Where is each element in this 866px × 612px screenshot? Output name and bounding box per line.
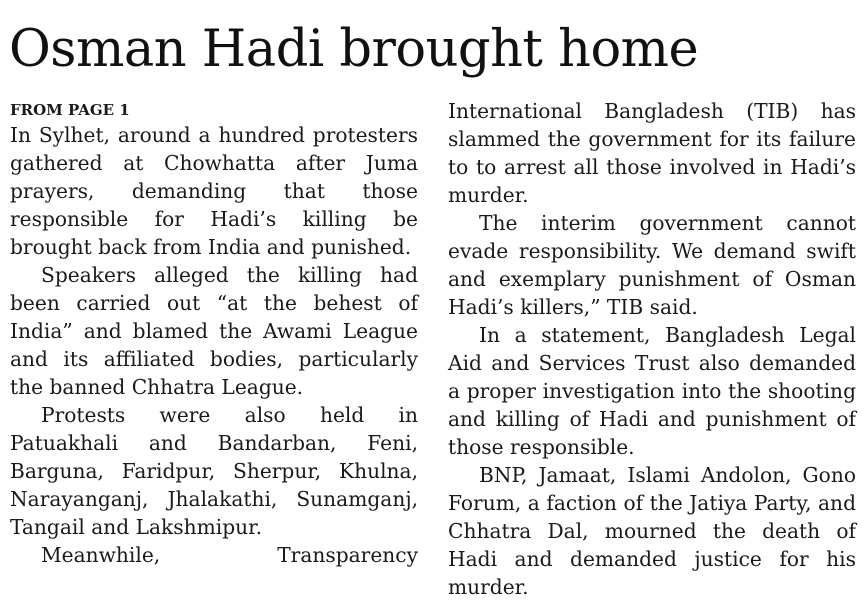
paragraph: In Sylhet, around a hundred protesters gathered at Chowhatta after Juma prayers, demanding that those responsible for Hadi’s killing be brought back from India and punished. bbox=[10, 123, 418, 259]
paragraph: The interim government cannot evade responsibility. We demand swift and exemplary punishment of Osman Hadi’s killers,” TIB said. bbox=[448, 211, 856, 319]
article-column-left bbox=[10, 97, 418, 569]
headline: Osman Hadi brought home bbox=[9, 20, 699, 79]
paragraph: BNP, Jamaat, Islami Andolon, Gono Forum, a faction of the Jatiya Party, and Chhatra Dal, mourned the death of Hadi and demanded justice for his murder. bbox=[448, 463, 856, 599]
paragraph: Meanwhile, Transparency bbox=[41, 543, 418, 567]
paragraph: Protests were also held in Patuakhali and Bandarban, Feni, Barguna, Faridpur, Sherpur, Khulna, Narayanganj, Jhalakathi, Sunamganj, Tangail and Lakshmipur. bbox=[10, 403, 418, 539]
paragraph: In a statement, Bangladesh Legal Aid and Services Trust also demanded a proper investigation into the shooting and killing of Hadi and punishment of those responsible. bbox=[448, 323, 856, 459]
paragraph: Speakers alleged the killing had been carried out “at the behest of India” and blamed the Awami League and its affiliated bodies, particularly the banned Chhatra League. bbox=[10, 263, 418, 399]
continuation-kicker: FROM PAGE 1 bbox=[10, 101, 130, 119]
paragraph: International Bangladesh (TIB) has slammed the government for its failure to to arrest all those involved in Hadi’s murder. bbox=[448, 99, 856, 207]
article-column-right bbox=[448, 97, 856, 601]
